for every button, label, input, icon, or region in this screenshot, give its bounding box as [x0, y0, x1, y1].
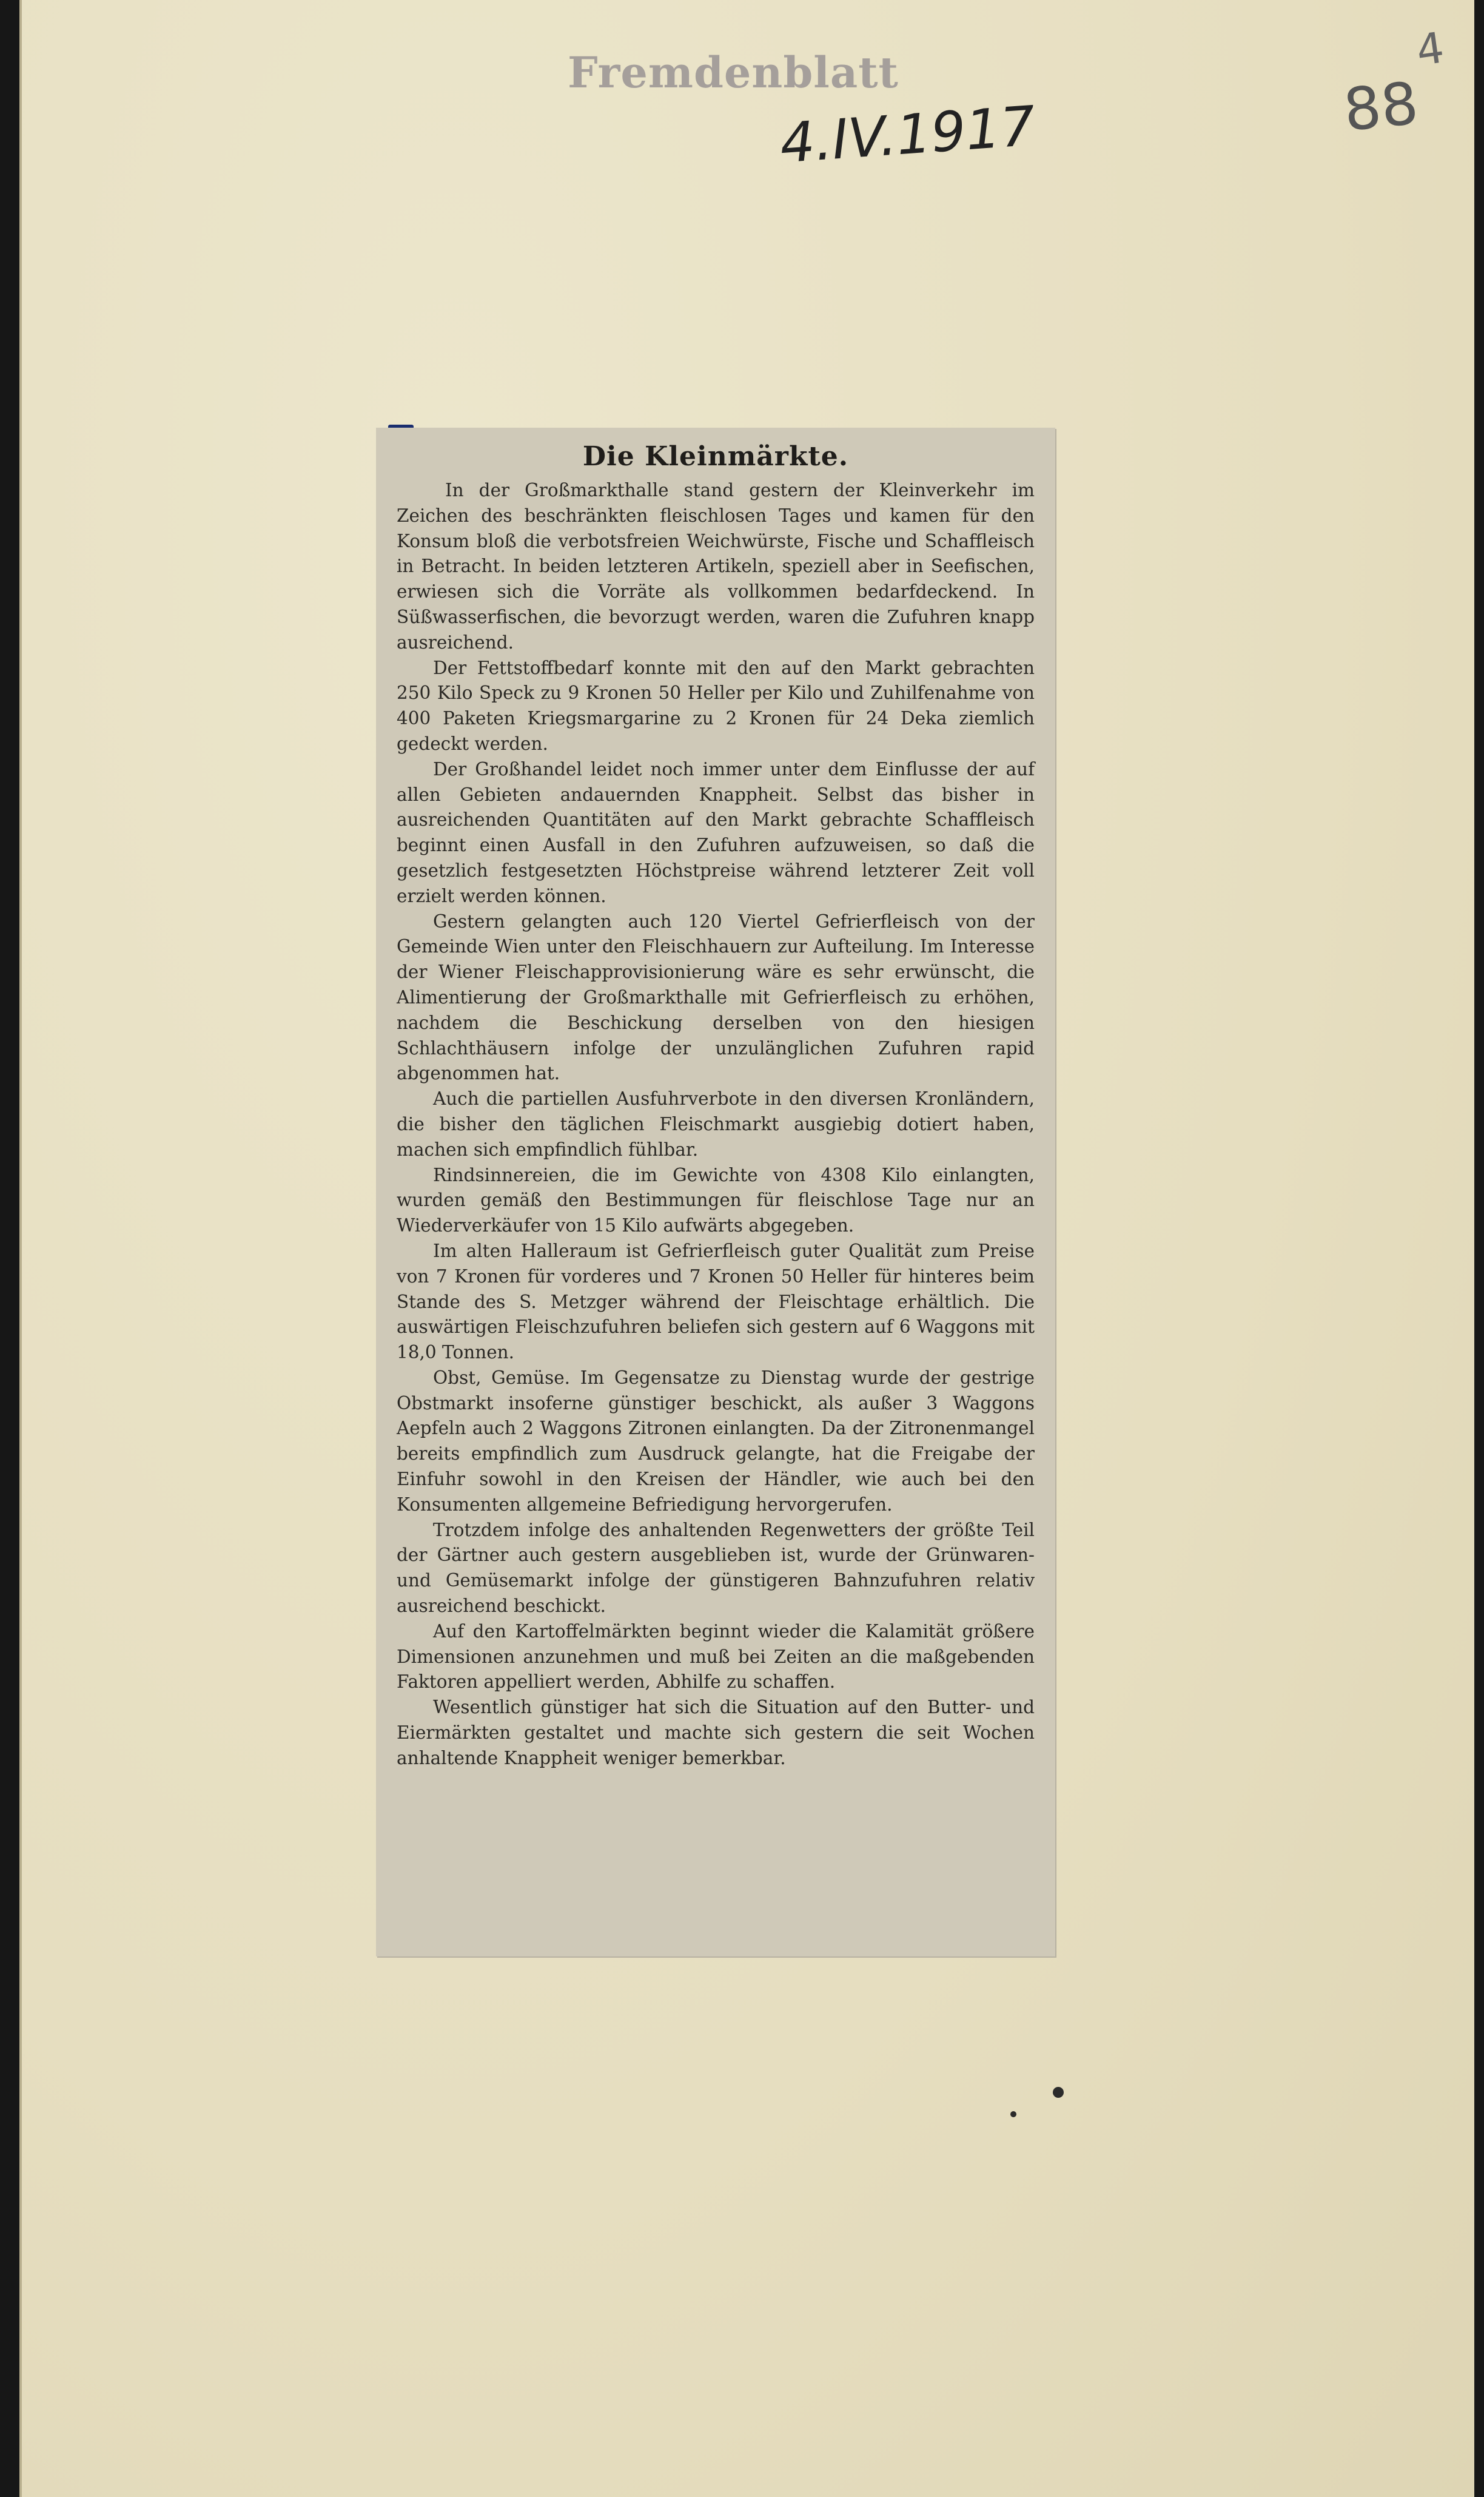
article-paragraph: Wesentlich günstiger hat sich die Situation auf den Butter- und Eiermärkten gestaltet und machte sich gestern die seit Wochen anhaltende Knappheit weniger bemerkbar.: [397, 1697, 1035, 1768]
handwritten-sheet-number: 4: [1413, 22, 1448, 76]
article-paragraph: Der Großhandel leidet noch immer unter dem Einflusse der auf allen Gebieten andauernden Knappheit. Selbst das bisher in ausreichenden Quantitäten auf den Markt gebrachte Schaffleisch beginnt einen Ausfall in den Zufuhren aufzuweisen, so daß die gesetzlich festgesetzten Höchstpreise während letzterer Zeit voll erzielt werden können.: [397, 758, 1035, 906]
article-paragraph: Im alten Halleraum ist Gefrierfleisch guter Qualität zum Preise von 7 Kronen für vorderes und 7 Kronen 50 Heller für hinteres beim Stande des S. Metzger während der Fleischtage erhältlich. Die auswärtigen Fleischzufuhren beliefen sich gestern auf 6 Waggons mit 18,0 Tonnen.: [397, 1240, 1035, 1363]
article-paragraph: Der Fettstoffbedarf konnte mit den auf den Markt gebrachten 250 Kilo Speck zu 9 Kronen 50 Heller per Kilo und Zuhilfenahme von 400 Paketen Kriegsmargarine zu 2 Kronen für 24 Deka ziemlich gedeckt werden.: [397, 657, 1035, 754]
article-paragraph: Obst, Gemüse. Im Gegensatze zu Dienstag wurde der gestrige Obstmarkt insoferne günstiger beschickt, als außer 3 Waggons Aepfeln auch 2 Waggons Zitronen einlangten. Da der Zitronenmangel bereits empfindlich zum Ausdruck gelangte, hat die Freigabe der Einfuhr sowohl in den Kreisen der Händler, wie auch bei den Konsumenten allgemeine Befriedigung hervorgerufen.: [397, 1367, 1035, 1515]
article-paragraph: Gestern gelangten auch 120 Viertel Gefrierfleisch von der Gemeinde Wien unter den Fleischhauern zur Aufteilung. Im Interesse der Wiener Fleischapprovisionierung wäre es sehr erwünscht, die Alimentierung der Großmarkthalle mit Gefrierfleisch zu erhöhen, nachdem die Beschickung derselben von den hiesigen Schlachthäusern infolge der unzulänglichen Zufuhren rapid abgenommen hat.: [397, 911, 1035, 1084]
article-paragraph: Auf den Kartoffelmärkten beginnt wieder die Kalamität größere Dimensionen anzunehmen und muß bei Zeiten an die maßgebenden Faktoren appelliert werden, Abhilfe zu schaffen.: [397, 1620, 1035, 1693]
article-paragraph: In der Großmarkthalle stand gestern der Kleinverkehr im Zeichen des beschränkten fleischlosen Tages und kamen für den Konsum bloß die verbotsfreien Weichwürste, Fische und Schaffleisch in Betracht. In beiden letzteren Artikeln, speziell aber in Seefischen, erwiesen sich die Vorräte als vollkommen bedarfdeckend. In Süßwasserfischen, die bevorzugt werden, waren die Zufuhren knapp ausreichend.: [397, 480, 1035, 653]
ink-speck: [1053, 2087, 1064, 2098]
article-paragraph: Rindsinnereien, die im Gewichte von 4308 Kilo einlangten, wurden gemäß den Bestimmungen für fleischlose Tage nur an Wiederverkäufer von 15 Kilo aufwärts abgegeben.: [397, 1164, 1035, 1236]
handwritten-page-number: 88: [1340, 69, 1422, 145]
ink-speck: [1010, 2111, 1016, 2117]
article-paragraph: Auch die partiellen Ausfuhrverbote in den diversen Kronländern, die bisher den täglichen Fleischmarkt ausgiebig dotiert haben, machen sich empfindlich fühlbar.: [397, 1088, 1035, 1160]
article-paragraph: Trotzdem infolge des anhaltenden Regenwetters der größte Teil der Gärtner auch gestern ausgeblieben ist, wurde der Grünwaren- und Gemüsemarkt infolge der günstigeren Bahnzufuhren relativ ausreichend beschickt.: [397, 1519, 1035, 1617]
newspaper-stamp: Fremdenblatt: [568, 47, 899, 98]
handwritten-date: 4.IV.1917: [777, 94, 1038, 176]
newspaper-clipping: [376, 428, 1055, 1956]
article-title: Die Kleinmärkte.: [582, 441, 849, 472]
